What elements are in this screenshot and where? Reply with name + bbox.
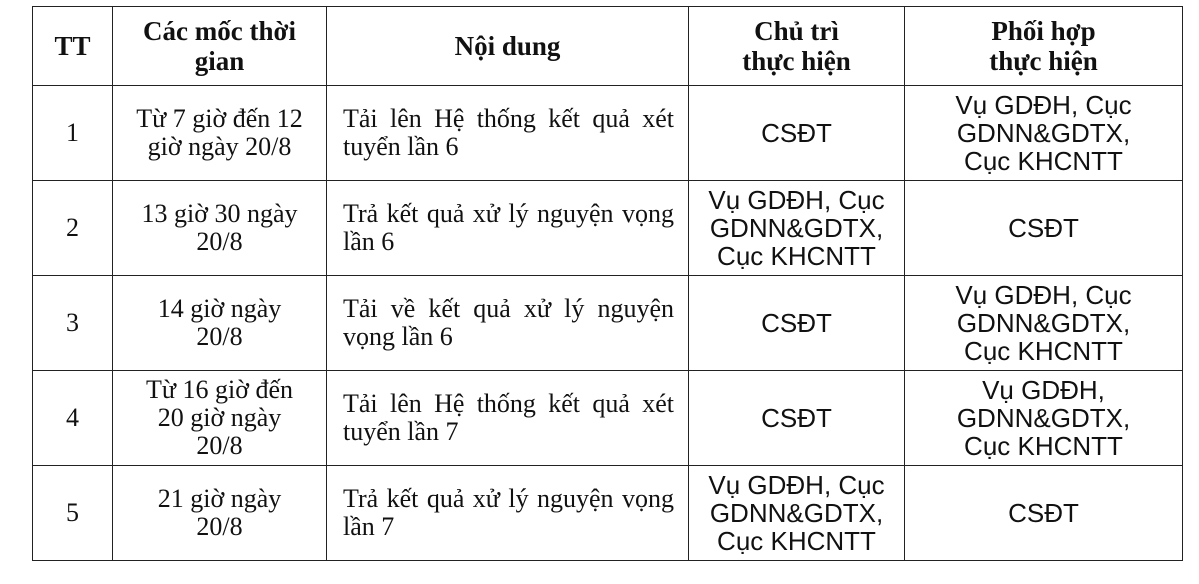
cell-lead: Vụ GDĐH, Cục GDNN&GDTX, Cục KHCNTT [689, 466, 905, 561]
schedule-table [32, 6, 1183, 561]
header-milestone: Các mốc thời gian [113, 7, 327, 86]
cell-tt: 4 [33, 371, 113, 466]
cell-lead: CSĐT [689, 371, 905, 466]
cell-tt: 2 [33, 181, 113, 276]
table-row [33, 466, 1183, 561]
cell-coordinate: Vụ GDĐH, Cục GDNN&GDTX, Cục KHCNTT [905, 86, 1183, 181]
header-row [33, 7, 1183, 86]
cell-coordinate: Vụ GDĐH, Cục GDNN&GDTX, Cục KHCNTT [905, 276, 1183, 371]
cell-content: Trả kết quả xử lý nguyện vọng lần 7 [327, 466, 689, 561]
cell-milestone: 21 giờ ngày 20/8 [113, 466, 327, 561]
table-row [33, 86, 1183, 181]
header-content: Nội dung [327, 7, 689, 86]
cell-lead: CSĐT [689, 86, 905, 181]
table-row [33, 276, 1183, 371]
cell-milestone: Từ 16 giờ đến 20 giờ ngày 20/8 [113, 371, 327, 466]
cell-coordinate: CSĐT [905, 181, 1183, 276]
cell-content: Tải lên Hệ thống kết quả xét tuyển lần 7 [327, 371, 689, 466]
cell-coordinate: Vụ GDĐH, GDNN&GDTX, Cục KHCNTT [905, 371, 1183, 466]
cell-coordinate: CSĐT [905, 466, 1183, 561]
cell-lead: Vụ GDĐH, Cục GDNN&GDTX, Cục KHCNTT [689, 181, 905, 276]
cell-lead: CSĐT [689, 276, 905, 371]
cell-content: Tải về kết quả xử lý nguyện vọng lần 6 [327, 276, 689, 371]
cell-content: Trả kết quả xử lý nguyện vọng lần 6 [327, 181, 689, 276]
header-tt: TT [33, 7, 113, 86]
cell-milestone: Từ 7 giờ đến 12 giờ ngày 20/8 [113, 86, 327, 181]
cell-tt: 1 [33, 86, 113, 181]
table-row [33, 371, 1183, 466]
table-row [33, 181, 1183, 276]
header-lead: Chủ trì thực hiện [689, 7, 905, 86]
cell-milestone: 13 giờ 30 ngày 20/8 [113, 181, 327, 276]
cell-tt: 5 [33, 466, 113, 561]
cell-content: Tải lên Hệ thống kết quả xét tuyển lần 6 [327, 86, 689, 181]
cell-milestone: 14 giờ ngày 20/8 [113, 276, 327, 371]
cell-tt: 3 [33, 276, 113, 371]
header-coordinate: Phối hợp thực hiện [905, 7, 1183, 86]
